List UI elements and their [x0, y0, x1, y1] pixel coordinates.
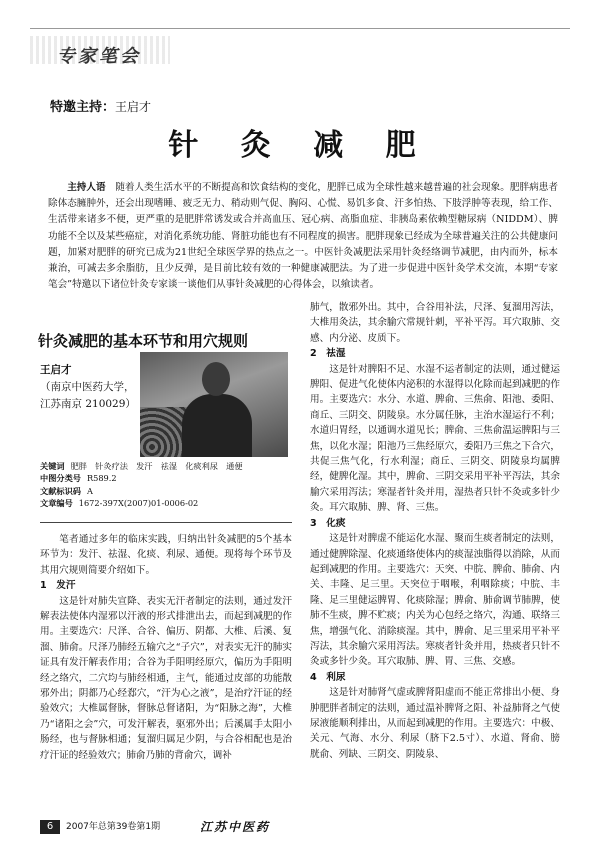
photo-person-body — [182, 394, 252, 457]
paragraph-phlegm: 这是针对脾虚不能运化水湿、聚而生痰者制定的法则，通过健脾除湿、化痰通络使体内的痰湿浊脂得以消除，从而起到减肥的作用。主要选穴：天突、中脘、脾俞、肺俞、内关、丰隆、足三里。天突位于咽喉，利咽除痰；中脘、丰隆、足三里健运脾胃、化痰除湿；脾俞、肺俞调节肺脾，使肺不生痰，脾不贮痰；内关为心包经之络穴，沟通、联络三焦，增强气化、消除痰湿。其中，脾俞、足三里采用平补平泻法，其余腧穴采用泻法。寒痰者针灸并用，热痰者只针不灸或多针少灸。耳穴取肺、脾、胃、三焦、交感。 — [310, 533, 560, 668]
intro-text: 随着人类生活水平的不断提高和饮食结构的变化，肥胖已成为全球性越来越普遍的社会现象。肥胖病患者除体态臃肿外，还会出现嗜睡、疲乏无力、稍动则气促、胸闷、心慌、易饥多食、汗多怕热、下肢浮肿等表现，给工作、生活带来诸多不便，更严重的是肥胖常诱发或合并高血压、冠心病、高脂血症、非胰岛素依赖型糖尿病（NIDDM）、脾功能不全以及某些癌症，对消化系统功能、肾脏功能也有不同程度的损害。肥胖现象已经成为全球普遍关注的公共健康问题，加紧对肥胖的研究已成为21世纪全球医学界的热点之一。中医针灸减肥法采用针灸经络调节减肥，由内而外，标本兼治，可减去多余脂肪，且少反弹，是目前比较有效的一种健康减肥法。为了进一步促进中医针灸学术交流，本期“专家笔会”特邀以下诸位针灸专家谈一谈他们从事针灸减肥的心得体会，以飨读者。 — [48, 182, 559, 291]
meta-doc-code: 文献标识码 A — [40, 485, 93, 496]
paragraph-diuresis: 这是针对肺肾气虚或脾肾阳虚而不能正常排出小便、身肿肥胖者制定的法则，通过温补脾肾之阳、补益肺肾之气使尿液能顺利排出，从而起到减肥的作用。主要选穴：中极、关元、气海、水分、利尿（脐下2.5寸）、水道、肾俞、膀胱俞、列缺、三阴交、阴陵泉、 — [310, 687, 560, 760]
paragraph-sweating: 这是针对肺失宣降、表实无汗者制定的法则，通过发汗解表法使体内湿邪以汗液的形式排泄出去，而起到减肥的作用。主要选穴：尺泽、合谷、偏历、阴都、大椎、后溪、复溜、肺俞。尺泽乃肺经五输穴之“子穴”，对表实无汗的肺实证具有发汗解表作用；合谷为手阳明经原穴，偏历为手阳明经之络穴，二穴均与肺经相通，主气，能通过皮部的功能散邪外出；阴都乃心经郄穴，“汗为心之液”，是治疗汗证的经验效穴；大椎属督脉，督脉总督诸阳，为“阳脉之海”，大椎乃“诸阳之会”穴，可发汗解表，驱邪外出；后溪属手太阳小肠经，也与督脉相通；复溜归属足少阴，与合谷相配也是治疗汗证的经验效穴；肺俞乃肺的背俞穴，调补 — [40, 595, 292, 761]
page-title: 针 灸 减 肥 — [168, 128, 432, 163]
author-affiliation-1: （南京中医药大学， — [40, 381, 135, 393]
meta-clc: 中图分类号 R589.2 — [40, 473, 117, 484]
paragraph-intro: 笔者通过多年的临床实践，归纳出针灸减肥的5个基本环节为：发汗、祛湿、化痰、利尿、通便。现将每个环节及其用穴规则简要介绍如下。 — [40, 534, 292, 576]
page-number: 6 — [40, 820, 60, 834]
left-column — [40, 532, 292, 763]
section-heading-1: 1 发汗 — [40, 580, 76, 592]
author-name: 王启才 — [40, 364, 72, 376]
issue-info: 2007年总第39卷第1期 — [66, 822, 161, 832]
section-heading-2: 2 祛湿 — [310, 348, 346, 360]
journal-name: 江苏中医药 — [200, 820, 271, 834]
article-metadata — [40, 460, 243, 510]
paragraph-dampness: 这是针对脾阳不足、水湿不运者制定的法则，通过健运脾阳、促进气化使体内泌积的水湿得以化除而起到减肥的作用。主要选穴：水分、水道、脾俞、三焦俞、阳池、委阳、商丘、三阴交、阴陵泉。水分属任脉，主治水湿运行不利；水道归胃经，以通调水道见长；脾俞、三焦俞温运脾阳与三焦，以化水湿；阳池乃三焦经原穴，委阳乃三焦之下合穴，共促三焦气化，行水利湿；商丘、三阴交、阴陵泉均属脾经，健脾化湿。其中，脾俞、三阴交采用平补平泻法，其余腧穴采用泻法；寒湿者针灸并用，湿热者只针不灸或多针少灸。耳穴取肺、脾、肾、三焦。 — [310, 363, 560, 514]
intro-lead: 主持人语 — [67, 182, 106, 193]
host-label: 特邀主持： — [50, 100, 116, 115]
column-name: 专家笔会 — [57, 46, 141, 67]
host-name: 王启才 — [115, 100, 152, 114]
section-heading-3: 3 化痰 — [310, 517, 346, 529]
meta-keywords: 关键词 肥胖 针灸疗法 发汗 祛湿 化痰利尿 通便 — [40, 461, 243, 471]
author-block — [40, 362, 136, 413]
paragraph-continued: 肺气，散邪外出。其中，合谷用补法，尺泽、复溜用泻法，大椎用灸法，其余腧穴常规针刺，平补平泻。耳穴取肺、交感、内分泌、皮质下。 — [310, 302, 560, 344]
section-heading-4: 4 利尿 — [310, 671, 346, 683]
top-rule — [30, 28, 570, 29]
special-host — [50, 96, 151, 115]
author-photo — [140, 352, 288, 457]
right-column — [310, 300, 560, 762]
metadata-divider — [40, 522, 292, 523]
author-affiliation-2: 江苏南京 210029） — [40, 398, 136, 410]
photo-person-head — [202, 362, 230, 396]
article-title: 针灸减肥的基本环节和用穴规则 — [38, 332, 249, 350]
host-introduction — [48, 180, 558, 293]
meta-article-number: 文章编号 1672-397X(2007)01-0006-02 — [40, 498, 199, 509]
